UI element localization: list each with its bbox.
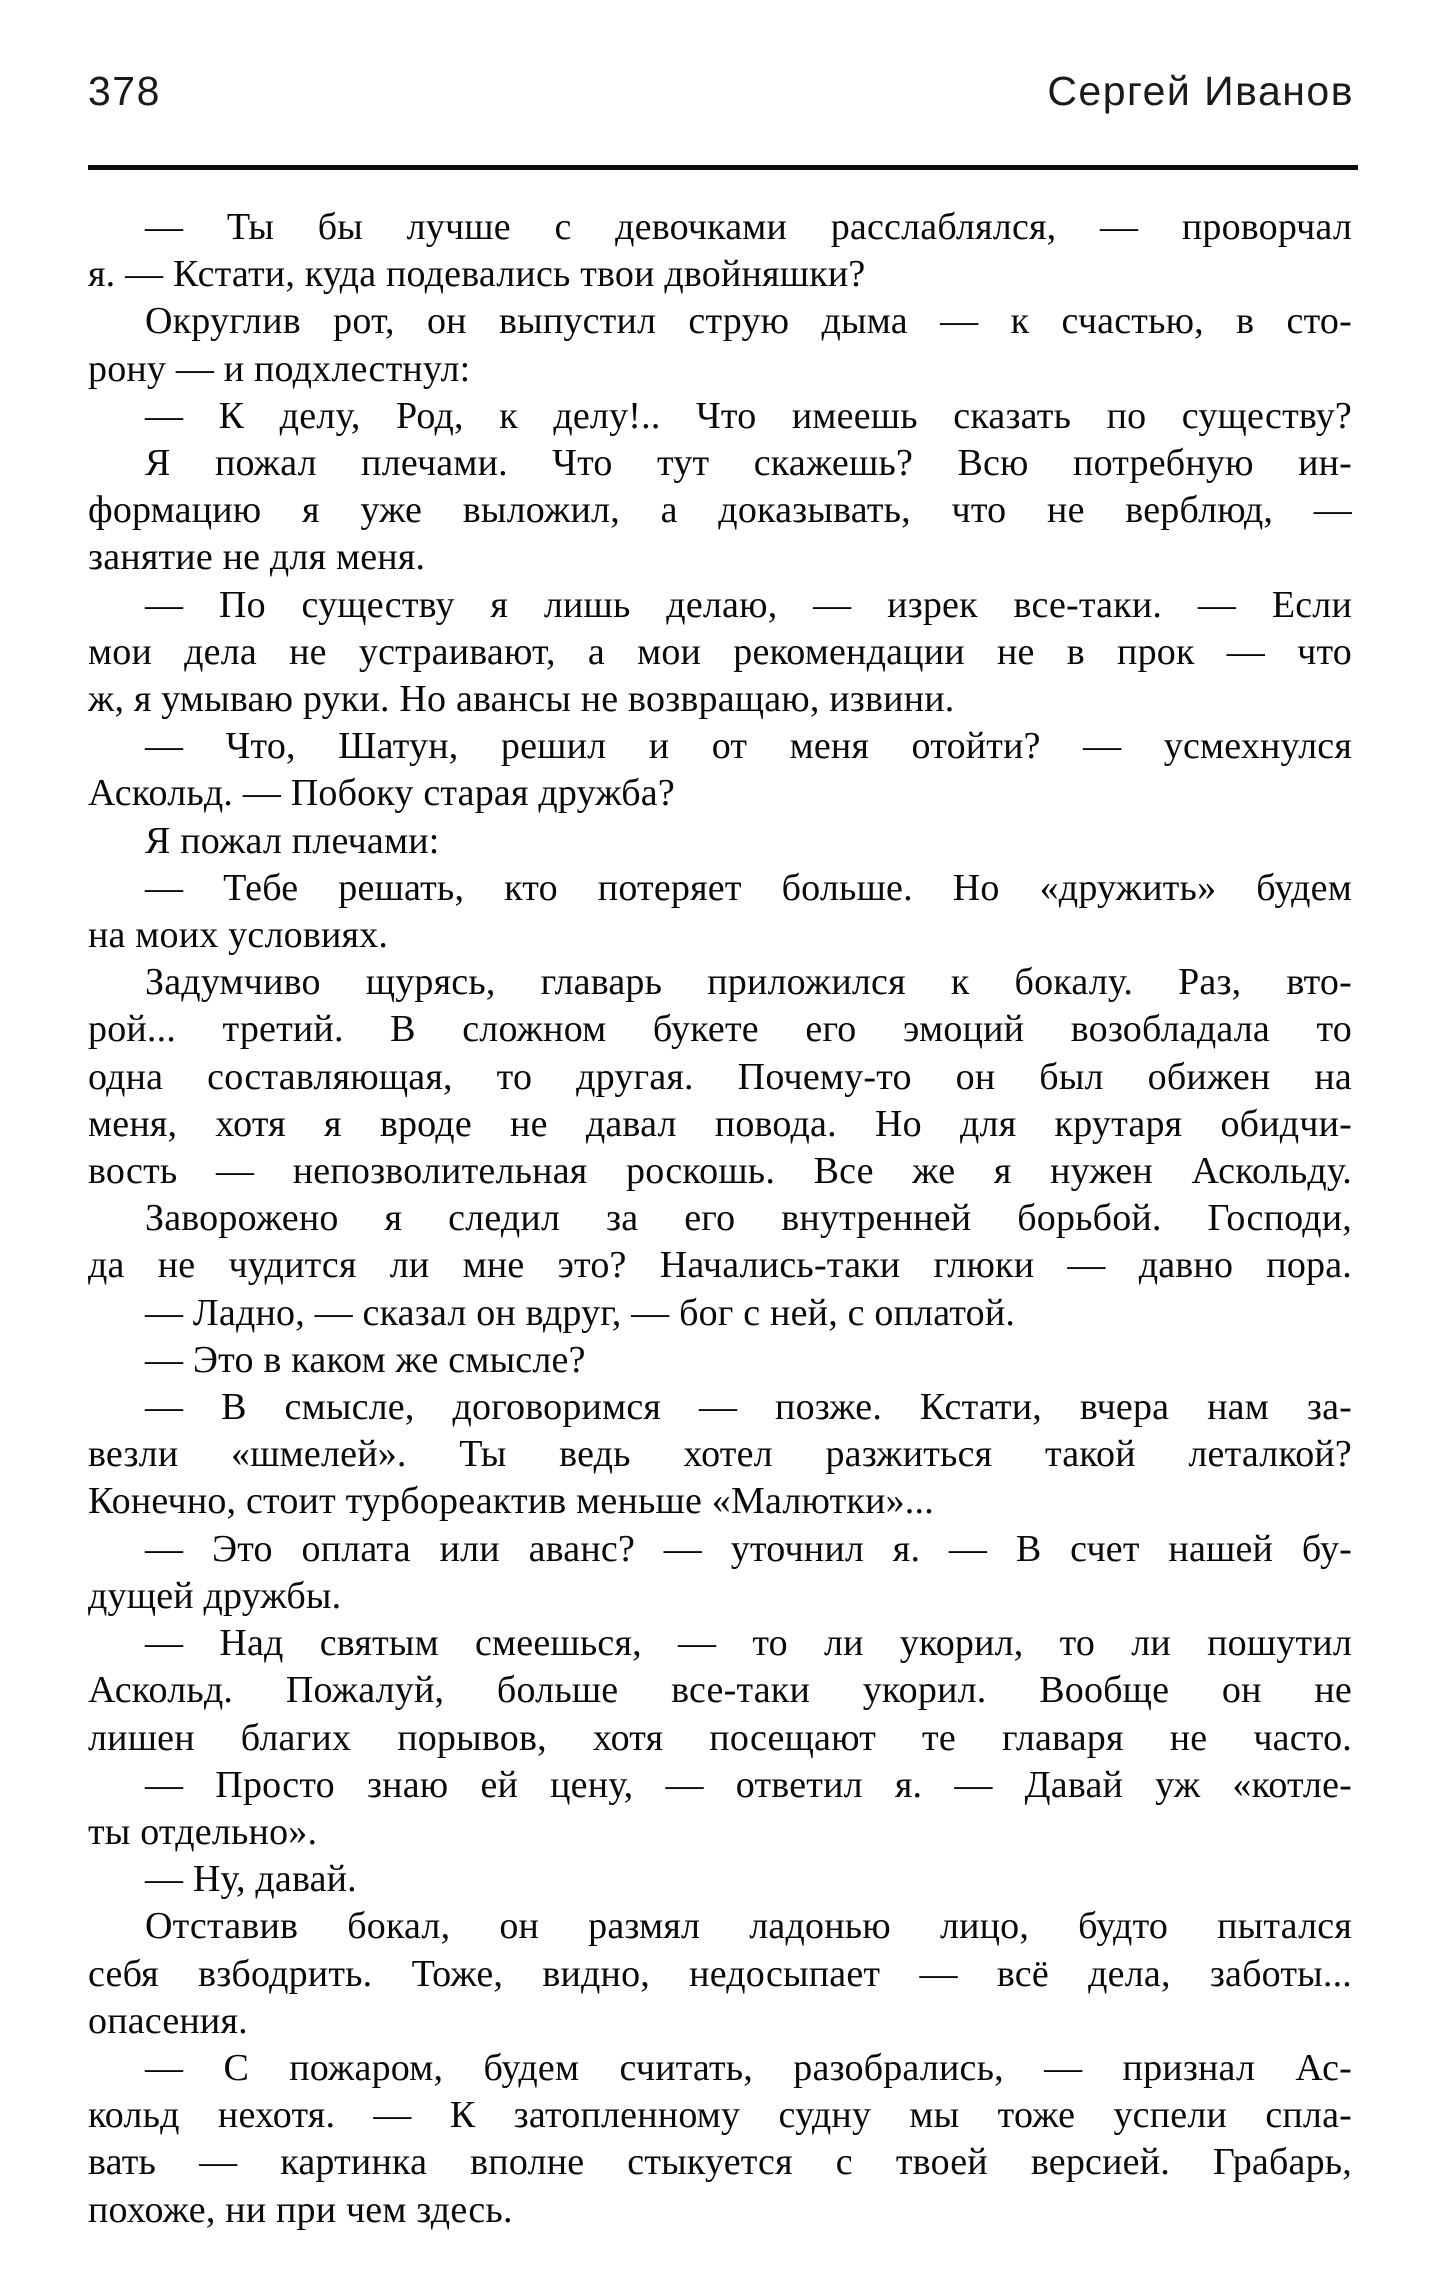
page-header: [88, 68, 1354, 115]
header-rule: [88, 165, 1358, 170]
text-line: лишен благих порывов, хотя посещают те главаря не часто.: [88, 1716, 1352, 1759]
text-line: везли «шмелей». Ты ведь хотел разжиться такой леталкой?: [88, 1433, 1352, 1476]
author-name: Сергей Иванов: [1047, 68, 1354, 114]
text-line: — Ну, давай.: [145, 1858, 357, 1901]
text-line: — Ладно, — сказал он вдруг, — бог с ней, с оплатой.: [145, 1291, 1016, 1334]
text-line: — Над святым смеешься, — то ли укорил, то ли пошутил: [145, 1622, 1352, 1665]
text-line: рону — и подхлестнул:: [88, 347, 471, 390]
text-line: — В смысле, договоримся — позже. Кстати, вчера нам за-: [145, 1386, 1352, 1429]
text-line: ты отдельно».: [88, 1810, 318, 1853]
text-line: меня, хотя я вроде не давал повода. Но для крутаря обидчи-: [88, 1102, 1352, 1145]
text-line: Аскольд. Пожалуй, больше все-таки укорил. Вообще он не: [88, 1669, 1352, 1712]
text-line: мои дела не устраивают, а мои рекомендации не в прок — что: [88, 630, 1352, 673]
text-line: формацию я уже выложил, а доказывать, что не верблюд, —: [88, 489, 1352, 532]
text-line: похоже, ни при чем здесь.: [88, 2188, 513, 2231]
text-line: Заворожено я следил за его внутренней борьбой. Господи,: [145, 1197, 1352, 1240]
text-line: ж, я умываю руки. Но авансы не возвращаю, извини.: [88, 678, 955, 721]
text-line: на моих условиях.: [88, 914, 389, 957]
page-number: 378: [88, 68, 161, 114]
text-line: вость — непозволительная роскошь. Все же я нужен Аскольду.: [88, 1150, 1352, 1193]
text-line: одна составляющая, то другая. Почему-то он был обижен на: [88, 1055, 1352, 1098]
text-line: рой... третий. В сложном букете его эмоций возобладала то: [88, 1008, 1352, 1051]
text-line: — Ты бы лучше с девочками расслаблялся, — проворчал: [145, 206, 1352, 248]
text-line: Аскольд. — Побоку старая дружба?: [88, 772, 675, 815]
text-line: себя взбодрить. Тоже, видно, недосыпает — всё дела, заботы...: [88, 1952, 1352, 1995]
text-line: занятие не для меня.: [88, 536, 426, 579]
text-line: — Это в каком же смысле?: [145, 1338, 586, 1381]
text-line: вать — картинка вполне стыкуется с твоей версией. Грабарь,: [88, 2141, 1352, 2184]
text-line: Округлив рот, он выпустил струю дыма — к счастью, в сто-: [145, 300, 1352, 343]
body-text: [88, 204, 1352, 2234]
text-line: да не чудится ли мне это? Начались-таки глюки — давно пора.: [88, 1244, 1352, 1287]
text-line: — Это оплата или аванс? — уточнил я. — В счет нашей бу-: [145, 1527, 1352, 1570]
text-line: дущей дружбы.: [88, 1574, 342, 1617]
text-line: Я пожал плечами:: [145, 819, 440, 862]
text-line: — Что, Шатун, решил и от меня отойти? — усмехнулся: [145, 725, 1352, 768]
text-line: Конечно, стоит турбореактив меньше «Малютки»...: [88, 1480, 934, 1523]
text-line: — К делу, Род, к делу!.. Что имеешь сказать по существу?: [145, 394, 1352, 437]
text-line: Отставив бокал, он размял ладонью лицо, будто пытался: [145, 1905, 1352, 1948]
text-line: — Тебе решать, кто потеряет больше. Но «дружить» будем: [145, 866, 1352, 909]
text-line: опасения.: [88, 1999, 248, 2042]
text-line: Я пожал плечами. Что тут скажешь? Всю потребную ин-: [145, 442, 1352, 485]
text-line: — С пожаром, будем считать, разобрались, — признал Ас-: [145, 2046, 1352, 2089]
text-line: — По существу я лишь делаю, — изрек все-таки. — Если: [145, 583, 1352, 626]
text-line: — Просто знаю ей цену, — ответил я. — Давай уж «котле-: [145, 1763, 1352, 1806]
text-line: я. — Кстати, куда подевались твои двойняшки?: [88, 253, 866, 296]
text-line: Задумчиво щурясь, главарь приложился к бокалу. Раз, вто-: [145, 961, 1352, 1004]
text-line: кольд нехотя. — К затопленному судну мы тоже успели спла-: [88, 2094, 1352, 2137]
